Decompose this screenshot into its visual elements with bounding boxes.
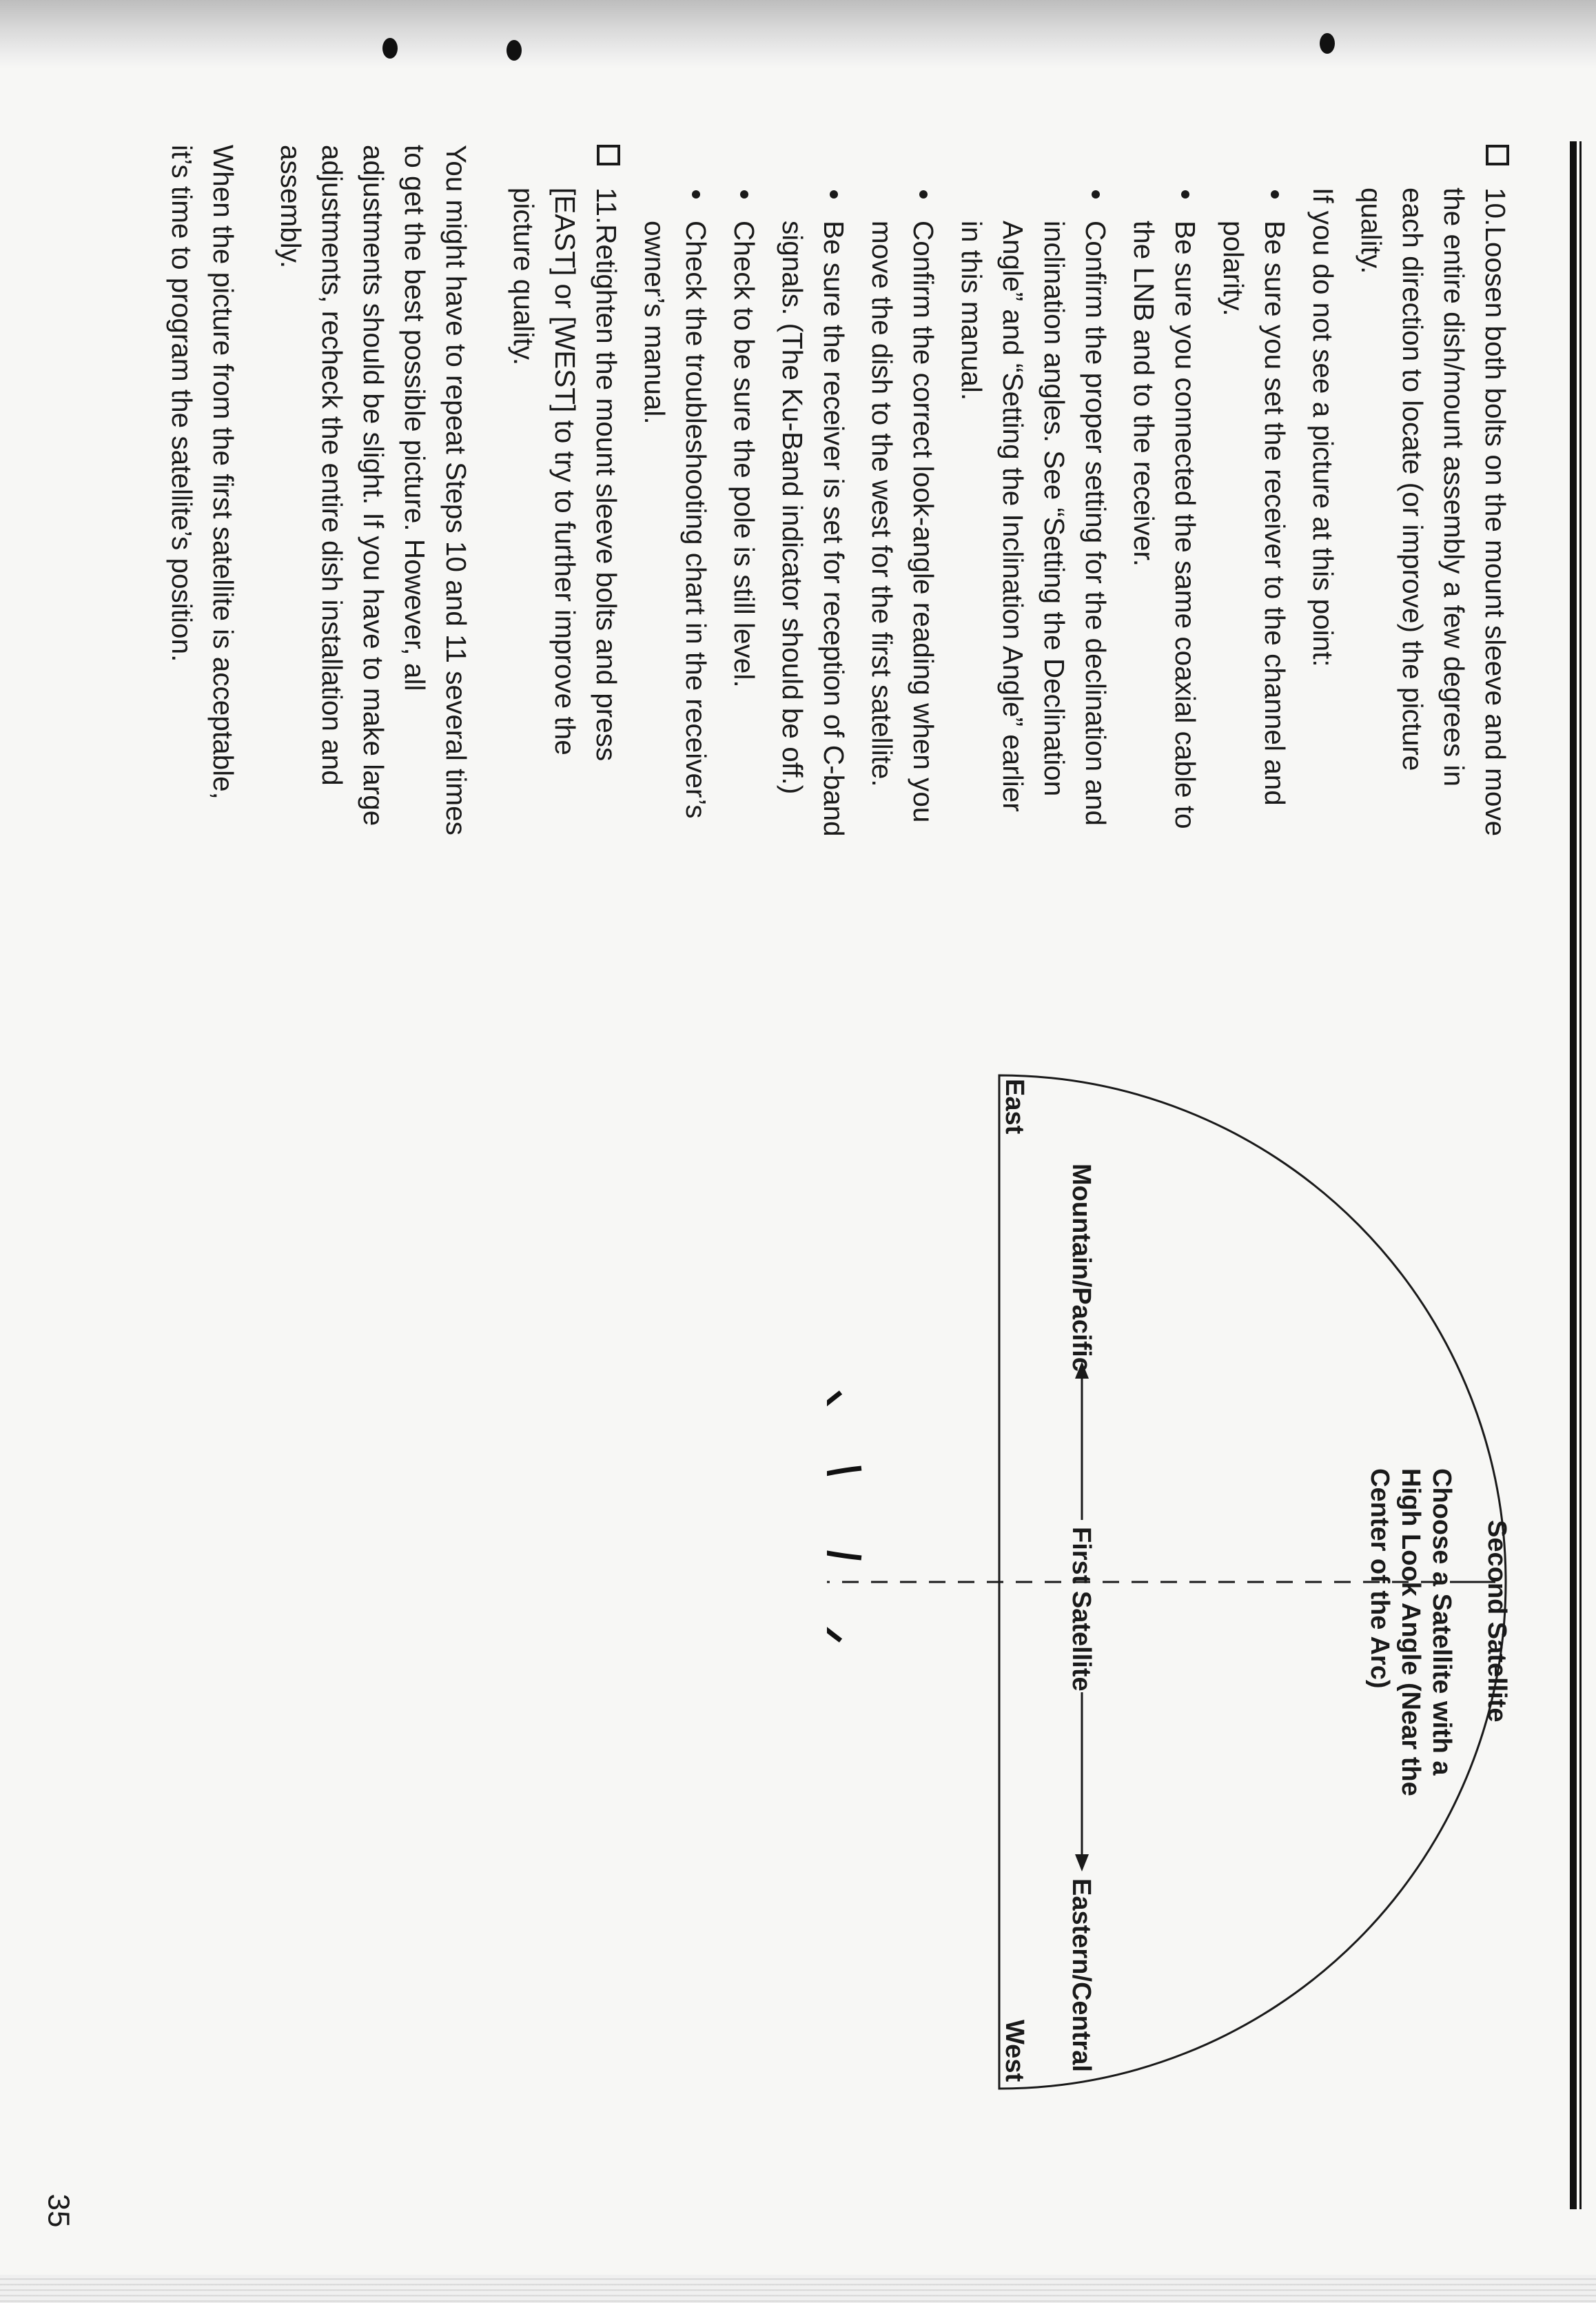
check-item: Confirm the correct look-angle reading when you move the dish to the west for the first satellite. bbox=[861, 187, 944, 838]
check-item: Be sure the receiver is set for reception of C-band signals. (The Ku-Band indicator should be off.) bbox=[772, 187, 855, 838]
repeat-note: You might have to repeat Steps 10 and 11 several times to get the best possible picture. However, all adjustments should be slight. If you have to make large adjustments, recheck the entire dish installation and assembly. bbox=[275, 145, 472, 835]
second-satellite-label: Second Satellite bbox=[1482, 1520, 1511, 1723]
step-10-checkbox[interactable] bbox=[1486, 145, 1509, 165]
step-10 bbox=[1351, 145, 1516, 838]
eastern-central-label: Eastern/Central bbox=[1067, 1878, 1096, 2072]
step-11 bbox=[503, 145, 627, 838]
mountain-pacific-label: Mountain/Pacific bbox=[1067, 1164, 1096, 1372]
binder-hole bbox=[1320, 33, 1335, 54]
scan-shadow-top bbox=[0, 0, 1596, 69]
step-11-checkbox[interactable] bbox=[597, 145, 620, 165]
choose-satellite-line-3: Center of the Arc) bbox=[1365, 1468, 1394, 1689]
first-satellite-label: First Satellite bbox=[1067, 1527, 1096, 1692]
binder-hole bbox=[507, 40, 522, 61]
satellite-arc-diagram bbox=[827, 896, 1516, 2192]
check-item: Be sure you set the receiver to the channel and polarity. bbox=[1213, 187, 1296, 838]
step-11-number: 11. bbox=[591, 187, 622, 225]
check-item: Be sure you connected the same coaxial cable to the LNB and to the receiver. bbox=[1123, 187, 1206, 838]
instructions-column bbox=[161, 145, 1516, 838]
choose-satellite-line-2: High Look Angle (Near the bbox=[1396, 1468, 1425, 1796]
page-rule-thick bbox=[1570, 141, 1577, 2209]
page-number: 35 bbox=[41, 2193, 76, 2228]
binder-hole bbox=[382, 38, 398, 59]
step-10-text: Loosen both bolts on the mount sleeve and move the entire dish/mount assembly a few degrees in each direction to locate (or improve) the picture quality. bbox=[1355, 187, 1511, 837]
step-10-number: 10. bbox=[1480, 187, 1511, 227]
choose-satellite-line-1: Choose a Satellite with a bbox=[1427, 1468, 1456, 1776]
scan-edge-bottom bbox=[0, 2275, 1596, 2303]
check-item: Check the troubleshooting chart in the receiver’s owner’s manual. bbox=[634, 187, 717, 838]
east-label: East bbox=[1000, 1079, 1029, 1135]
step-11-text: Retighten the mount sleeve bolts and press [EAST] or [WEST] to try to further improve the picture quality. bbox=[508, 187, 622, 762]
arrow-head-right bbox=[1075, 1854, 1089, 1871]
check-item: Confirm the proper setting for the declination and inclination angles. See “Setting the Declination Angle” and “Setting the Inclination Angle” earlier in this manual. bbox=[951, 187, 1116, 838]
no-picture-intro: If you do not see a picture at this point: bbox=[1307, 187, 1339, 667]
satellite-dish-illustration bbox=[827, 1330, 861, 1703]
page-rule-thin bbox=[1579, 141, 1582, 2209]
west-label: West bbox=[1000, 2020, 1029, 2082]
final-note: When the picture from the first satellite is acceptable, it’s time to program the satellite’s position. bbox=[166, 145, 239, 800]
rotated-page-content bbox=[166, 145, 1516, 2213]
check-item: Check to be sure the pole is still level. bbox=[724, 187, 765, 838]
